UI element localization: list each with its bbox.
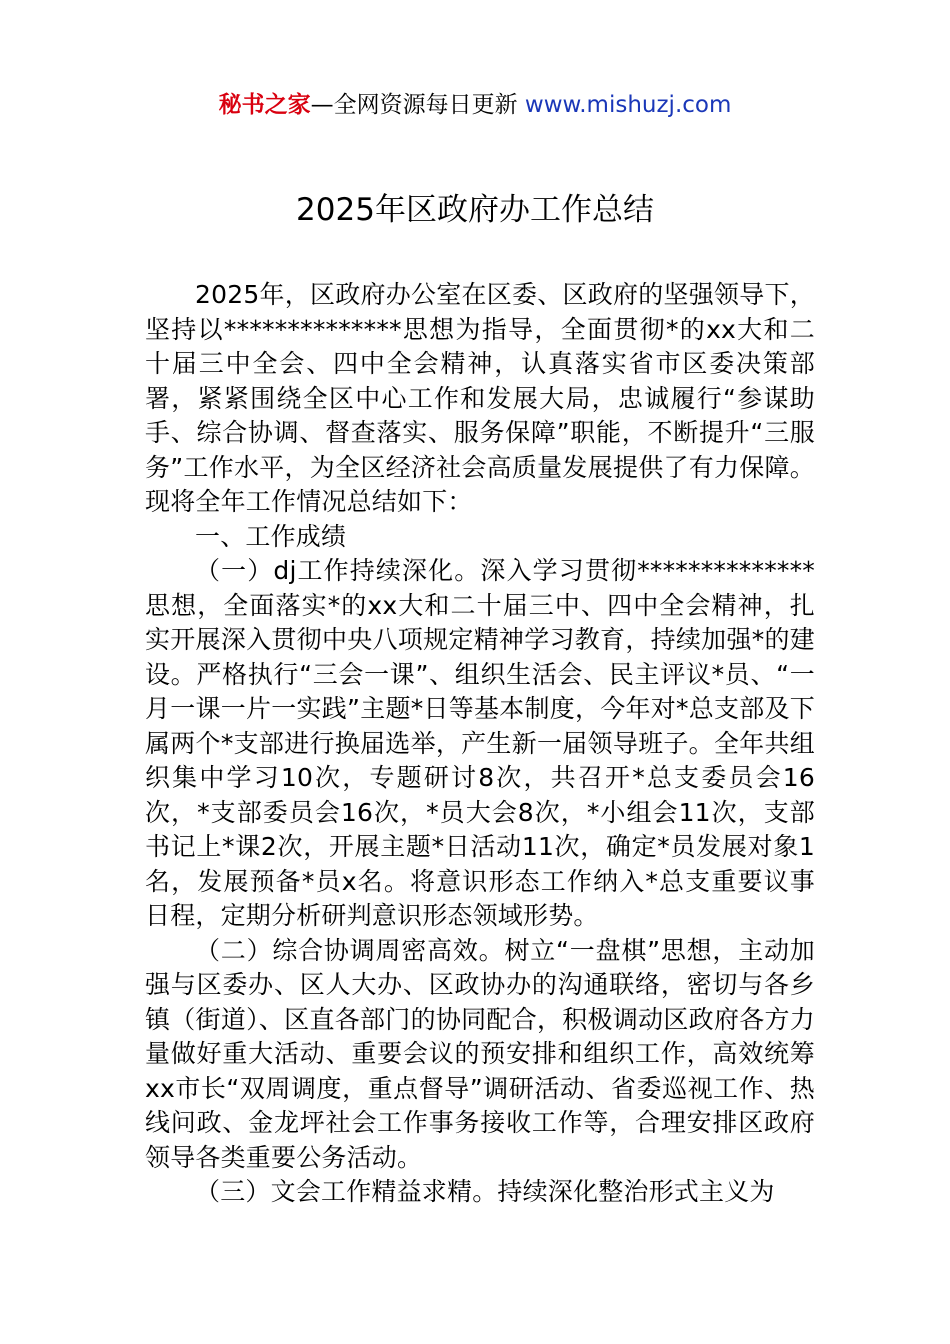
site-url-link[interactable]: www.mishuzj.com — [524, 92, 732, 118]
paragraph-party-work: （一）dj工作持续深化。深入学习贯彻**************思想，全面落实*的xx大和二十届三中、四中全会精神，扎实开展深入贯彻中央八项规定精神学习教育，持续加强*的建设。严格执行“三会一课”、组织生活会、民主评议*员、“一月一课一片一实践”主题*日等基本制度，今年对*总支部及下属两个*支部进行换届选举，产生新一届领导班子。全年共组织集中学习10次，专题研讨8次，共召开*总支委员会16次，*支部委员会16次，*员大会8次，*小组会11次，支部书记上*课2次，开展主题*日活动11次，确定*员发展对象1名，发展预备*员x名。将意识形态工作纳入*总支重要议事日程，定期分析研判意识形态领域形势。 — [145, 556, 815, 930]
document-title: 2025年区政府办工作总结 — [296, 192, 654, 228]
document-body — [145, 278, 815, 1210]
paragraph-coordination: （二）综合协调周密高效。树立“一盘棋”思想，主动加强与区委办、区人大办、区政协办的沟通联络，密切与各乡镇（街道）、区直各部门的协同配合，积极调动区政府各方力量做好重大活动、重要会议的预安排和组织工作，高效统筹xx市长“双周调度，重点督导”调研活动、省委巡视工作、热线问政、金龙坪社会工作事务接收工作等，合理安排区政府领导各类重要公务活动。 — [145, 935, 815, 1172]
paragraph-intro: 2025年，区政府办公室在区委、区政府的坚强领导下，坚持以**************思想为指导，全面贯彻*的xx大和二十届三中全会、四中全会精神，认真落实省市区委决策部署，紧紧围绕全区中心工作和发展大局，忠诚履行“参谋助手、综合协调、督查落实、服务保障”职能，不断提升“三服务”工作水平，为全区经济社会高质量发展提供了有力保障。现将全年工作情况总结如下： — [145, 280, 815, 516]
site-tagline: —全网资源每日更新 — [310, 92, 518, 118]
brand-name: 秘书之家 — [218, 92, 311, 118]
paragraph-documents: （三）文会工作精益求精。持续深化整治形式主义为 — [195, 1177, 775, 1206]
section-heading: 一、工作成绩 — [195, 521, 347, 551]
site-header — [0, 88, 950, 122]
